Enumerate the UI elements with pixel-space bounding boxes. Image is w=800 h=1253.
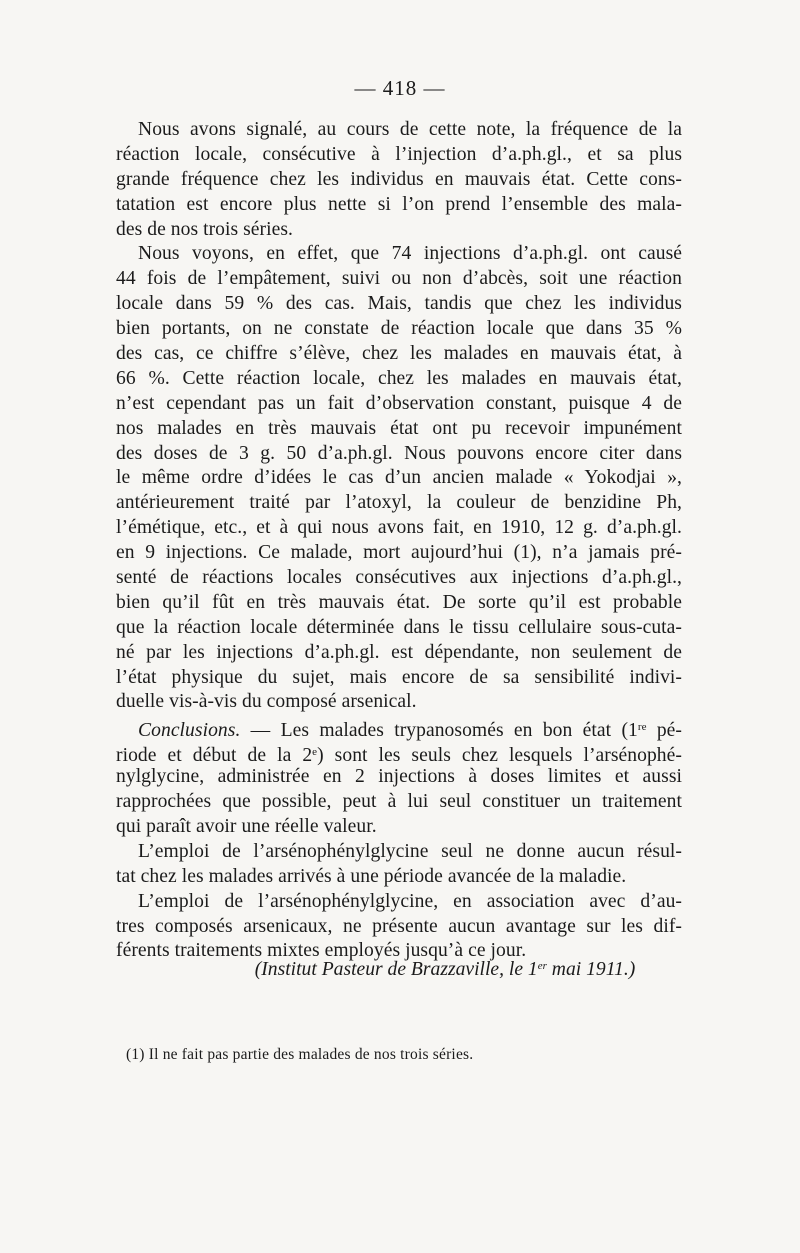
conclusions-second-line	[116, 740, 682, 765]
text-line: senté de réactions locales consécutives aux injections d’a.ph.gl.,	[116, 567, 682, 589]
institution-signature	[0, 959, 800, 981]
text-line: réaction locale, consécutive à l’injection d’a.ph.gl., et sa plus	[116, 143, 682, 165]
text-line: bien qu’il fût en très mauvais état. De sorte qu’il est probable	[116, 591, 682, 613]
text-line: le même ordre d’idées le cas d’un ancien malade « Yokodjai »,	[116, 467, 682, 489]
text-line: n’est cependant pas un fait d’observation constant, puisque 4 de	[116, 392, 682, 414]
conclusions-text: pé-	[646, 720, 682, 742]
signature-text: mai 1911.)	[546, 959, 636, 980]
conclusions-first-line	[116, 715, 682, 740]
text-line: locale dans 59 % des cas. Mais, tandis que chez les individus	[116, 293, 682, 315]
text-line: tatation est encore plus nette si l’on prend l’ensemble des mala-	[116, 193, 682, 215]
text-line: L’emploi de l’arsénophénylglycine, en association avec d’au-	[138, 890, 682, 912]
text-line: des de nos trois séries.	[116, 218, 293, 240]
text-line: nylglycine, administrée en 2 injections à doses limites et aussi	[116, 766, 682, 788]
text-line: 44 fois de l’empâtement, suivi ou non d’abcès, soit une réaction	[116, 268, 682, 290]
text-line: des cas, ce chiffre s’élève, chez les malades en mauvais état, à	[116, 343, 682, 365]
text-line: que la réaction locale déterminée dans le tissu cellulaire sous-cuta-	[116, 616, 682, 638]
text-line: L’emploi de l’arsénophénylglycine seul ne donne aucun résul-	[138, 840, 682, 862]
text-line: 66 %. Cette réaction locale, chez les malades en mauvais état,	[116, 367, 682, 389]
conclusions-text: riode et début de la 2	[116, 745, 313, 767]
text-line: en 9 injections. Ce malade, mort aujourd’hui (1), n’a jamais pré-	[116, 542, 682, 564]
text-line: férents traitements mixtes employés jusqu’à ce jour.	[116, 940, 527, 962]
conclusions-text: — Les malades trypanosomés en bon état (1	[240, 720, 638, 742]
text-line: rapprochées que possible, peut à lui seul constituer un traitement	[116, 791, 682, 813]
body-text	[116, 118, 682, 964]
text-line: l’état physique du sujet, mais encore de sa sensibilité indivi-	[116, 666, 682, 688]
text-line: tat chez les malades arrivés à une période avancée de la maladie.	[116, 865, 627, 887]
conclusions-label: Conclusions.	[138, 720, 241, 742]
text-line: duelle vis-à-vis du composé arsenical.	[116, 691, 417, 713]
superscript: re	[637, 721, 647, 734]
signature-text: (Institut Pasteur de Brazzaville, le 1	[254, 959, 538, 980]
text-line: Nous voyons, en effet, que 74 injections d’a.ph.gl. ont causé	[138, 243, 682, 265]
text-line: nos malades en très mauvais état ont pu recevoir impunément	[116, 417, 682, 439]
text-line: bien portants, on ne constate de réaction locale que dans 35 %	[116, 318, 682, 340]
text-line: qui paraît avoir une réelle valeur.	[116, 815, 377, 837]
footnote: (1) Il ne fait pas partie des malades de nos trois séries.	[126, 1046, 474, 1063]
text-line: tres composés arsenicaux, ne présente aucun avantage sur les dif-	[116, 915, 682, 937]
page-number: — 418 —	[354, 76, 446, 100]
text-line: Nous avons signalé, au cours de cette note, la fréquence de la	[138, 119, 682, 140]
text-line: grande fréquence chez les individus en mauvais état. Cette cons-	[116, 168, 682, 190]
conclusions-text: ) sont les seuls chez lesquels l’arsénophé-	[317, 745, 682, 767]
text-line: des doses de 3 g. 50 d’a.ph.gl. Nous pouvons encore citer dans	[116, 442, 682, 464]
superscript: e	[312, 746, 318, 759]
text-line: l’émétique, etc., et à qui nous avons fait, en 1910, 12 g. d’a.ph.gl.	[116, 517, 682, 539]
text-line: né par les injections d’a.ph.gl. est dépendante, non seulement de	[116, 641, 682, 663]
text-line: antérieurement traité par l’atoxyl, la couleur de benzidine Ph,	[116, 492, 682, 514]
superscript: er	[537, 960, 547, 972]
